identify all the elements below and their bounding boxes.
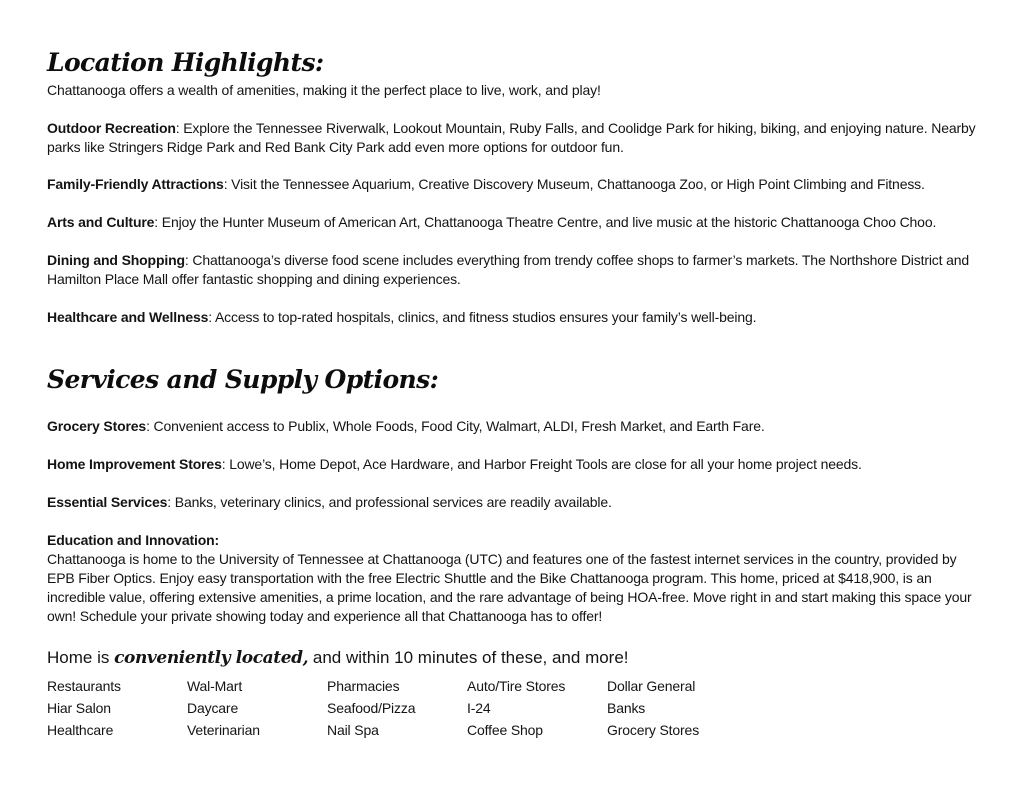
amenity-item: Pharmacies — [327, 678, 400, 694]
highlight-family-attractions — [47, 175, 987, 194]
service-text: : Lowe’s, Home Depot, Ace Hardware, and Harbor Freight Tools are close for all your home project needs. — [221, 456, 862, 472]
service-text: : Banks, veterinary clinics, and professional services are readily available. — [167, 494, 612, 510]
service-text: : Convenient access to Publix, Whole Foods, Food City, Walmart, ALDI, Fresh Market, and Earth Fare. — [146, 418, 765, 434]
amenity-item: Dollar General — [607, 678, 696, 694]
amenity-item: Daycare — [187, 700, 239, 716]
highlight-label: Outdoor Recreation — [47, 120, 176, 136]
highlight-text: : Enjoy the Hunter Museum of American Art, Chattanooga Theatre Centre, and live music at the historic Chattanooga Choo Choo. — [154, 214, 937, 230]
highlight-text: : Visit the Tennessee Aquarium, Creative Discovery Museum, Chattanooga Zoo, or High Point Climbing and Fitness. — [223, 176, 925, 192]
service-home-improvement — [47, 455, 987, 474]
highlight-text: : Explore the Tennessee Riverwalk, Lookout Mountain, Ruby Falls, and Coolidge Park for hiking, biking, and enjoying nature. Nearby parks like Stringers Ridge Park and Red Bank City Park add even more options for outdoor fun. — [47, 120, 976, 155]
education-section — [47, 531, 987, 626]
service-label: Grocery Stores — [47, 418, 147, 434]
service-label: Home Improvement Stores — [47, 456, 222, 472]
education-label: Education and Innovation: — [47, 532, 220, 548]
highlight-arts-culture — [47, 213, 987, 232]
education-text: Chattanooga is home to the University of Tennessee at Chattanooga (UTC) and features one of the fastest internet services in the country, provided by EPB Fiber Optics. Enjoy easy transportation with the free Electric Shuttle and the Bike Chattanooga program. This home, priced at $418,900, is an incredible value, offering extensive amenities, a prime location, and the rare advantage of being HOA-free. Move right in and start making this space your own! Schedule your private showing today and experience all that Chattanooga has to offer! — [47, 551, 972, 624]
amenity-item: Auto/Tire Stores — [467, 678, 566, 694]
nearby-intro — [47, 646, 629, 670]
highlight-text: : Chattanooga’s diverse food scene includes everything from trendy coffee shops to farmer’s markets. The Northshore District and Hamilton Place Mall offer fantastic shopping and dining experiences. — [47, 252, 970, 287]
service-grocery-stores — [47, 417, 987, 436]
amenity-item: Healthcare — [47, 722, 114, 738]
amenity-item: Hiar Salon — [47, 700, 111, 716]
service-essential — [47, 493, 987, 512]
amenity-item: Coffee Shop — [467, 722, 543, 738]
amenity-item: Veterinarian — [187, 722, 260, 738]
location-intro: Chattanooga offers a wealth of amenities, making it the perfect place to live, work, and play! — [47, 82, 601, 98]
highlight-label: Family-Friendly Attractions — [47, 176, 224, 192]
amenity-item: Grocery Stores — [607, 722, 700, 738]
nearby-suffix: and within 10 minutes of these, and more! — [308, 648, 629, 667]
services-heading: Services and Supply Options: — [47, 365, 439, 394]
highlight-text: : Access to top-rated hospitals, clinics, and fitness studios ensures your family’s well-being. — [208, 309, 757, 325]
highlight-outdoor-recreation — [47, 119, 987, 157]
nearby-prefix: Home is — [47, 648, 115, 667]
amenity-item: Wal-Mart — [187, 678, 243, 694]
highlight-label: Dining and Shopping — [47, 252, 185, 268]
highlight-healthcare-wellness — [47, 308, 987, 327]
amenity-item: I-24 — [467, 700, 491, 716]
nearby-amenities-grid — [47, 675, 747, 741]
nearby-script-text: conveniently located, — [114, 648, 309, 668]
amenity-item: Banks — [607, 700, 646, 716]
amenity-item: Restaurants — [47, 678, 121, 694]
amenity-item: Seafood/Pizza — [327, 700, 416, 716]
highlight-label: Arts and Culture — [47, 214, 155, 230]
amenity-item: Nail Spa — [327, 722, 379, 738]
service-label: Essential Services — [47, 494, 168, 510]
location-highlights-heading: Location Highlights: — [47, 48, 324, 77]
highlight-dining-shopping — [47, 251, 987, 289]
highlight-label: Healthcare and Wellness — [47, 309, 209, 325]
